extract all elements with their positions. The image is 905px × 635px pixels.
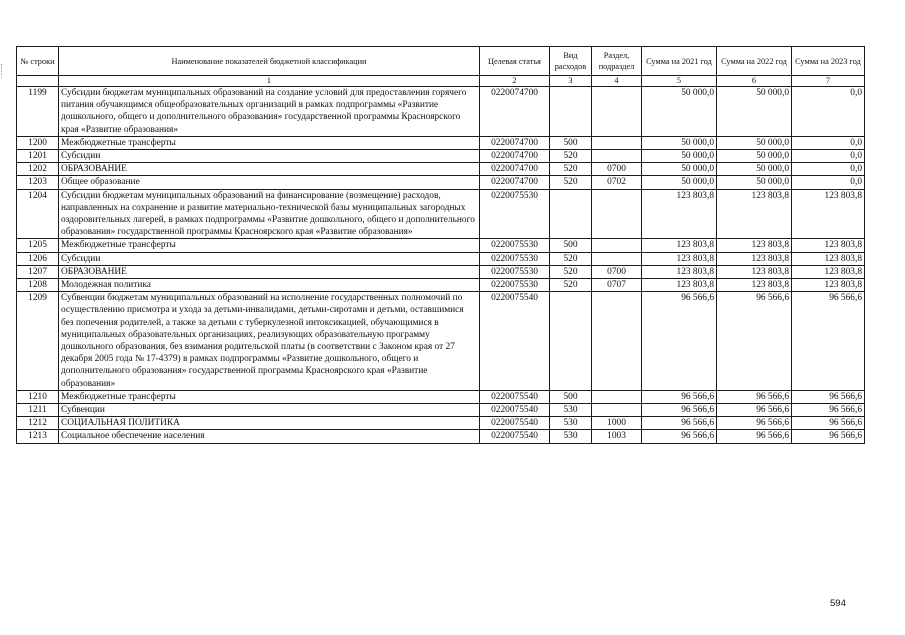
- td-sum-2022: 50 000,0: [717, 150, 792, 163]
- td-sum-2023: 0,0: [792, 87, 865, 137]
- colnum-2: 2: [480, 76, 550, 87]
- td-section: [592, 189, 642, 239]
- column-number-row: [17, 76, 865, 87]
- td-sum-2023: 123 803,8: [792, 265, 865, 278]
- td-target-article: 0220074700: [480, 87, 550, 137]
- budget-table: [16, 46, 865, 444]
- td-row-number: 1203: [17, 176, 59, 189]
- td-row-number: 1208: [17, 279, 59, 292]
- td-row-number: 1200: [17, 136, 59, 149]
- td-sum-2022: 96 566,6: [717, 404, 792, 417]
- td-sum-2021: 50 000,0: [642, 176, 717, 189]
- td-indicator-name: Межбюджетные трансферты: [59, 390, 480, 403]
- td-expense-type: [550, 189, 592, 239]
- table-row: [17, 404, 865, 417]
- td-sum-2021: 123 803,8: [642, 239, 717, 252]
- table-row: [17, 430, 865, 443]
- td-expense-type: 500: [550, 239, 592, 252]
- table-row: [17, 163, 865, 176]
- td-expense-type: 530: [550, 430, 592, 443]
- td-section: [592, 390, 642, 403]
- table-row: [17, 252, 865, 265]
- td-sum-2022: 96 566,6: [717, 430, 792, 443]
- td-target-article: 0220075540: [480, 390, 550, 403]
- td-sum-2022: 123 803,8: [717, 189, 792, 239]
- td-expense-type: [550, 292, 592, 391]
- td-row-number: 1212: [17, 417, 59, 430]
- td-row-number: 1206: [17, 252, 59, 265]
- table-row: [17, 292, 865, 391]
- td-target-article: 0220075540: [480, 292, 550, 391]
- td-sum-2023: 123 803,8: [792, 239, 865, 252]
- td-sum-2022: 123 803,8: [717, 265, 792, 278]
- td-expense-type: 520: [550, 176, 592, 189]
- table-header: [17, 47, 865, 87]
- td-row-number: 1205: [17, 239, 59, 252]
- td-sum-2022: 123 803,8: [717, 239, 792, 252]
- table-row: [17, 279, 865, 292]
- td-target-article: 0220075530: [480, 265, 550, 278]
- table-row: [17, 239, 865, 252]
- header-sum-2022: Сумма на 2022 год: [717, 47, 792, 76]
- td-section: [592, 239, 642, 252]
- td-target-article: 0220075530: [480, 252, 550, 265]
- td-row-number: 1210: [17, 390, 59, 403]
- td-sum-2021: 50 000,0: [642, 150, 717, 163]
- colnum-4: 4: [592, 76, 642, 87]
- td-indicator-name: ОБРАЗОВАНИЕ: [59, 163, 480, 176]
- table-row: [17, 265, 865, 278]
- colnum-blank: [17, 76, 59, 87]
- header-expense-type: Вид расходов: [550, 47, 592, 76]
- td-expense-type: 500: [550, 390, 592, 403]
- td-expense-type: [550, 87, 592, 137]
- td-sum-2023: 123 803,8: [792, 279, 865, 292]
- header-target-article: Целевая статья: [480, 47, 550, 76]
- td-sum-2021: 96 566,6: [642, 292, 717, 391]
- td-sum-2022: 123 803,8: [717, 279, 792, 292]
- header-indicator-name: Наименование показателей бюджетной классификации: [59, 47, 480, 76]
- colnum-1: 1: [59, 76, 480, 87]
- td-sum-2023: 0,0: [792, 136, 865, 149]
- td-sum-2021: 123 803,8: [642, 265, 717, 278]
- header-row: [17, 47, 865, 76]
- td-target-article: 0220075530: [480, 189, 550, 239]
- td-expense-type: 500: [550, 136, 592, 149]
- td-sum-2021: 123 803,8: [642, 252, 717, 265]
- td-sum-2023: 96 566,6: [792, 292, 865, 391]
- td-sum-2023: 96 566,6: [792, 417, 865, 430]
- td-row-number: 1199: [17, 87, 59, 137]
- table-row: [17, 189, 865, 239]
- td-expense-type: 520: [550, 265, 592, 278]
- header-row-number: № строки: [17, 47, 59, 76]
- margin-mark: [1, 64, 6, 78]
- td-sum-2021: 96 566,6: [642, 430, 717, 443]
- td-sum-2021: 123 803,8: [642, 189, 717, 239]
- td-expense-type: 520: [550, 163, 592, 176]
- td-indicator-name: Субсидии бюджетам муниципальных образований на финансирование (возмещение) расходов, направленных на сохранение и развитие материально-технической базы муниципальных загородных оздоровительных лагерей, в рамках подпрограммы «Развитие дошкольного, общего и дополнительного образования» государственной программы Красноярского края «Развитие образования»: [59, 189, 480, 239]
- td-expense-type: 530: [550, 417, 592, 430]
- td-target-article: 0220074700: [480, 163, 550, 176]
- td-sum-2021: 50 000,0: [642, 163, 717, 176]
- td-expense-type: 520: [550, 150, 592, 163]
- td-indicator-name: Субвенции бюджетам муниципальных образований на исполнение государственных полномочий по осуществлению присмотра и ухода за детьми-инвалидами, детьми-сиротами и детьми, оставшимися без попечения родителей, а также за детьми с туберкулезной интоксикацией, обучающимися в муниципальных образовательных организациях, реализующих образовательную программу дошкольного образования, без взимания родительской платы (в соответствии с Законом края от 27 декабря 2005 года № 17-4379) в рамках подпрограммы «Развитие дошкольного, общего и дополнительного образования» государственной программы Красноярского края «Развитие образования»: [59, 292, 480, 391]
- td-section: 1000: [592, 417, 642, 430]
- td-indicator-name: Межбюджетные трансферты: [59, 136, 480, 149]
- td-sum-2022: 50 000,0: [717, 87, 792, 137]
- td-target-article: 0220075540: [480, 404, 550, 417]
- td-sum-2021: 123 803,8: [642, 279, 717, 292]
- td-indicator-name: СОЦИАЛЬНАЯ ПОЛИТИКА: [59, 417, 480, 430]
- td-indicator-name: Субсидии бюджетам муниципальных образований на создание условий для предоставления горячего питания обучающимся общеобразовательных организаций в рамках подпрограммы «Развитие дошкольного, общего и дополнительного образования» государственной программы Красноярского края «Развитие образования»: [59, 87, 480, 137]
- td-sum-2023: 96 566,6: [792, 430, 865, 443]
- td-sum-2021: 50 000,0: [642, 87, 717, 137]
- td-sum-2022: 50 000,0: [717, 163, 792, 176]
- colnum-6: 6: [717, 76, 792, 87]
- td-indicator-name: Межбюджетные трансферты: [59, 239, 480, 252]
- td-sum-2023: 0,0: [792, 150, 865, 163]
- td-target-article: 0220075530: [480, 279, 550, 292]
- td-section: 1003: [592, 430, 642, 443]
- td-section: [592, 404, 642, 417]
- td-indicator-name: Субвенции: [59, 404, 480, 417]
- td-sum-2022: 50 000,0: [717, 136, 792, 149]
- td-indicator-name: Молодежная политика: [59, 279, 480, 292]
- td-sum-2022: 96 566,6: [717, 292, 792, 391]
- td-sum-2021: 50 000,0: [642, 136, 717, 149]
- td-row-number: 1209: [17, 292, 59, 391]
- td-target-article: 0220075530: [480, 239, 550, 252]
- td-sum-2023: 96 566,6: [792, 390, 865, 403]
- td-row-number: 1211: [17, 404, 59, 417]
- td-expense-type: 530: [550, 404, 592, 417]
- td-sum-2021: 96 566,6: [642, 390, 717, 403]
- td-row-number: 1213: [17, 430, 59, 443]
- td-sum-2021: 96 566,6: [642, 404, 717, 417]
- td-sum-2023: 123 803,8: [792, 189, 865, 239]
- td-sum-2022: 96 566,6: [717, 390, 792, 403]
- td-sum-2023: 0,0: [792, 176, 865, 189]
- td-row-number: 1204: [17, 189, 59, 239]
- page-number: 594: [830, 598, 846, 609]
- td-row-number: 1202: [17, 163, 59, 176]
- td-sum-2023: 96 566,6: [792, 404, 865, 417]
- td-section: [592, 136, 642, 149]
- td-expense-type: 520: [550, 279, 592, 292]
- td-sum-2021: 96 566,6: [642, 417, 717, 430]
- td-section: 0700: [592, 163, 642, 176]
- td-row-number: 1201: [17, 150, 59, 163]
- td-section: [592, 87, 642, 137]
- td-section: 0702: [592, 176, 642, 189]
- table-row: [17, 136, 865, 149]
- td-sum-2022: 50 000,0: [717, 176, 792, 189]
- td-indicator-name: Субсидии: [59, 150, 480, 163]
- td-row-number: 1207: [17, 265, 59, 278]
- table-row: [17, 150, 865, 163]
- td-sum-2023: 0,0: [792, 163, 865, 176]
- td-indicator-name: Субсидии: [59, 252, 480, 265]
- td-section: 0700: [592, 265, 642, 278]
- td-target-article: 0220075540: [480, 430, 550, 443]
- td-expense-type: 520: [550, 252, 592, 265]
- td-section: [592, 252, 642, 265]
- header-sum-2021: Сумма на 2021 год: [642, 47, 717, 76]
- td-sum-2022: 123 803,8: [717, 252, 792, 265]
- td-indicator-name: Общее образование: [59, 176, 480, 189]
- colnum-3: 3: [550, 76, 592, 87]
- td-target-article: 0220074700: [480, 136, 550, 149]
- table-row: [17, 176, 865, 189]
- colnum-5: 5: [642, 76, 717, 87]
- td-target-article: 0220075540: [480, 417, 550, 430]
- table-row: [17, 390, 865, 403]
- td-target-article: 0220074700: [480, 150, 550, 163]
- td-sum-2022: 96 566,6: [717, 417, 792, 430]
- header-section: Раздел, подраздел: [592, 47, 642, 76]
- header-sum-2023: Сумма на 2023 год: [792, 47, 865, 76]
- table-row: [17, 87, 865, 137]
- colnum-7: 7: [792, 76, 865, 87]
- td-sum-2023: 123 803,8: [792, 252, 865, 265]
- td-indicator-name: Социальное обеспечение населения: [59, 430, 480, 443]
- td-indicator-name: ОБРАЗОВАНИЕ: [59, 265, 480, 278]
- td-section: 0707: [592, 279, 642, 292]
- table-row: [17, 417, 865, 430]
- td-section: [592, 292, 642, 391]
- td-target-article: 0220074700: [480, 176, 550, 189]
- table-body: [17, 87, 865, 444]
- td-section: [592, 150, 642, 163]
